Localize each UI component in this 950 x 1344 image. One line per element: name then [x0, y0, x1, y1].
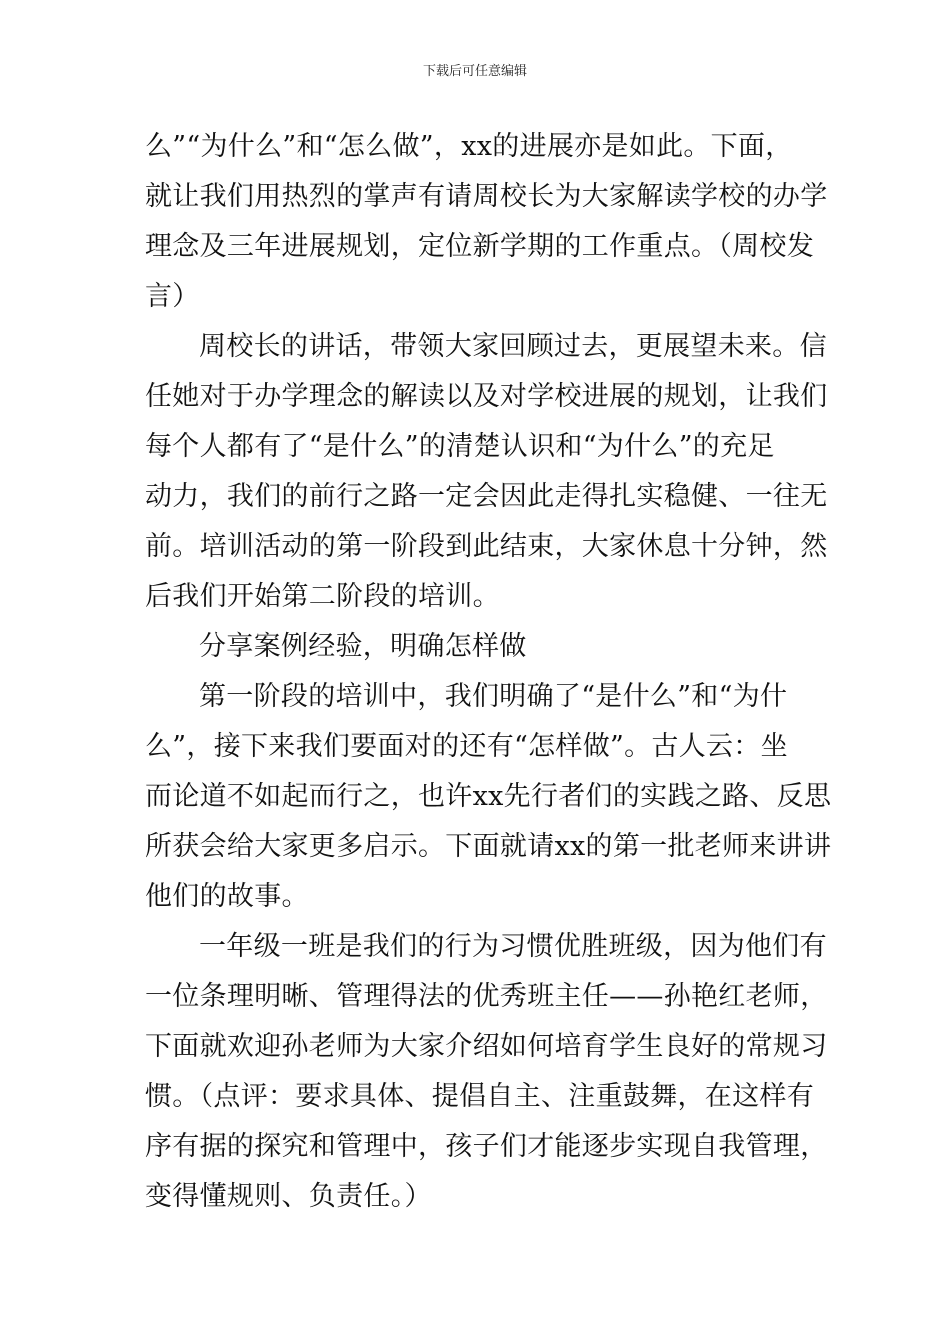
text-line: 就让我们用热烈的掌声有请周校长为大家解读学校的办学: [145, 181, 828, 212]
text-line: 么”，接下来我们要面对的还有“怎样做”。古人云：坐: [145, 731, 788, 762]
paragraph: [145, 922, 828, 1222]
text-line: 前。培训活动的第一阶段到此结束，大家休息十分钟，然: [145, 531, 828, 562]
text-line: 惯。（点评：要求具体、提倡自主、注重鼓舞，在这样有: [145, 1081, 814, 1112]
text-line: 序有据的探究和管理中，孩子们才能逐步实现自我管理，: [145, 1131, 828, 1162]
text-line: 周校长的讲话，带领大家回顾过去，更展望未来。信: [199, 331, 827, 362]
text-line: 一位条理明晰、管理得法的优秀班主任——孙艳红老师，: [145, 981, 828, 1012]
text-line: 动力，我们的前行之路一定会因此走得扎实稳健、一往无: [145, 481, 828, 512]
text-line: 每个人都有了“是什么”的清楚认识和“为什么”的充足: [145, 431, 775, 462]
paragraph: [145, 672, 832, 922]
text-line: 言）: [145, 281, 200, 312]
section-heading: [145, 622, 825, 672]
paragraph: [145, 322, 828, 622]
paragraph: [145, 122, 828, 322]
text-line: 一年级一班是我们的行为习惯优胜班级，因为他们有: [199, 931, 827, 962]
text-line: 第一阶段的培训中，我们明确了“是什么”和“为什: [199, 681, 788, 712]
text-line: 么”“为什么”和“怎么做”，xx的进展亦是如此。下面，: [145, 131, 793, 162]
text-line: 分享案例经验，明确怎样做: [199, 631, 527, 662]
text-line: 任她对于办学理念的解读以及对学校进展的规划，让我们: [145, 381, 828, 412]
text-line: 所获会给大家更多启示。下面就请xx的第一批老师来讲讲: [145, 831, 832, 862]
text-line: 而论道不如起而行之，也许xx先行者们的实践之路、反思: [145, 781, 832, 812]
text-line: 后我们开始第二阶段的培训。: [145, 581, 500, 612]
document-body: [145, 122, 832, 1222]
text-line: 变得懂规则、负责任。）: [145, 1181, 432, 1212]
text-line: 理念及三年进展规划，定位新学期的工作重点。（周校发: [145, 231, 814, 262]
page-header: 下载后可任意编辑: [422, 64, 527, 79]
text-line: 他们的故事。: [145, 881, 309, 912]
text-line: 下面就欢迎孙老师为大家介绍如何培育学生良好的常规习: [145, 1031, 828, 1062]
